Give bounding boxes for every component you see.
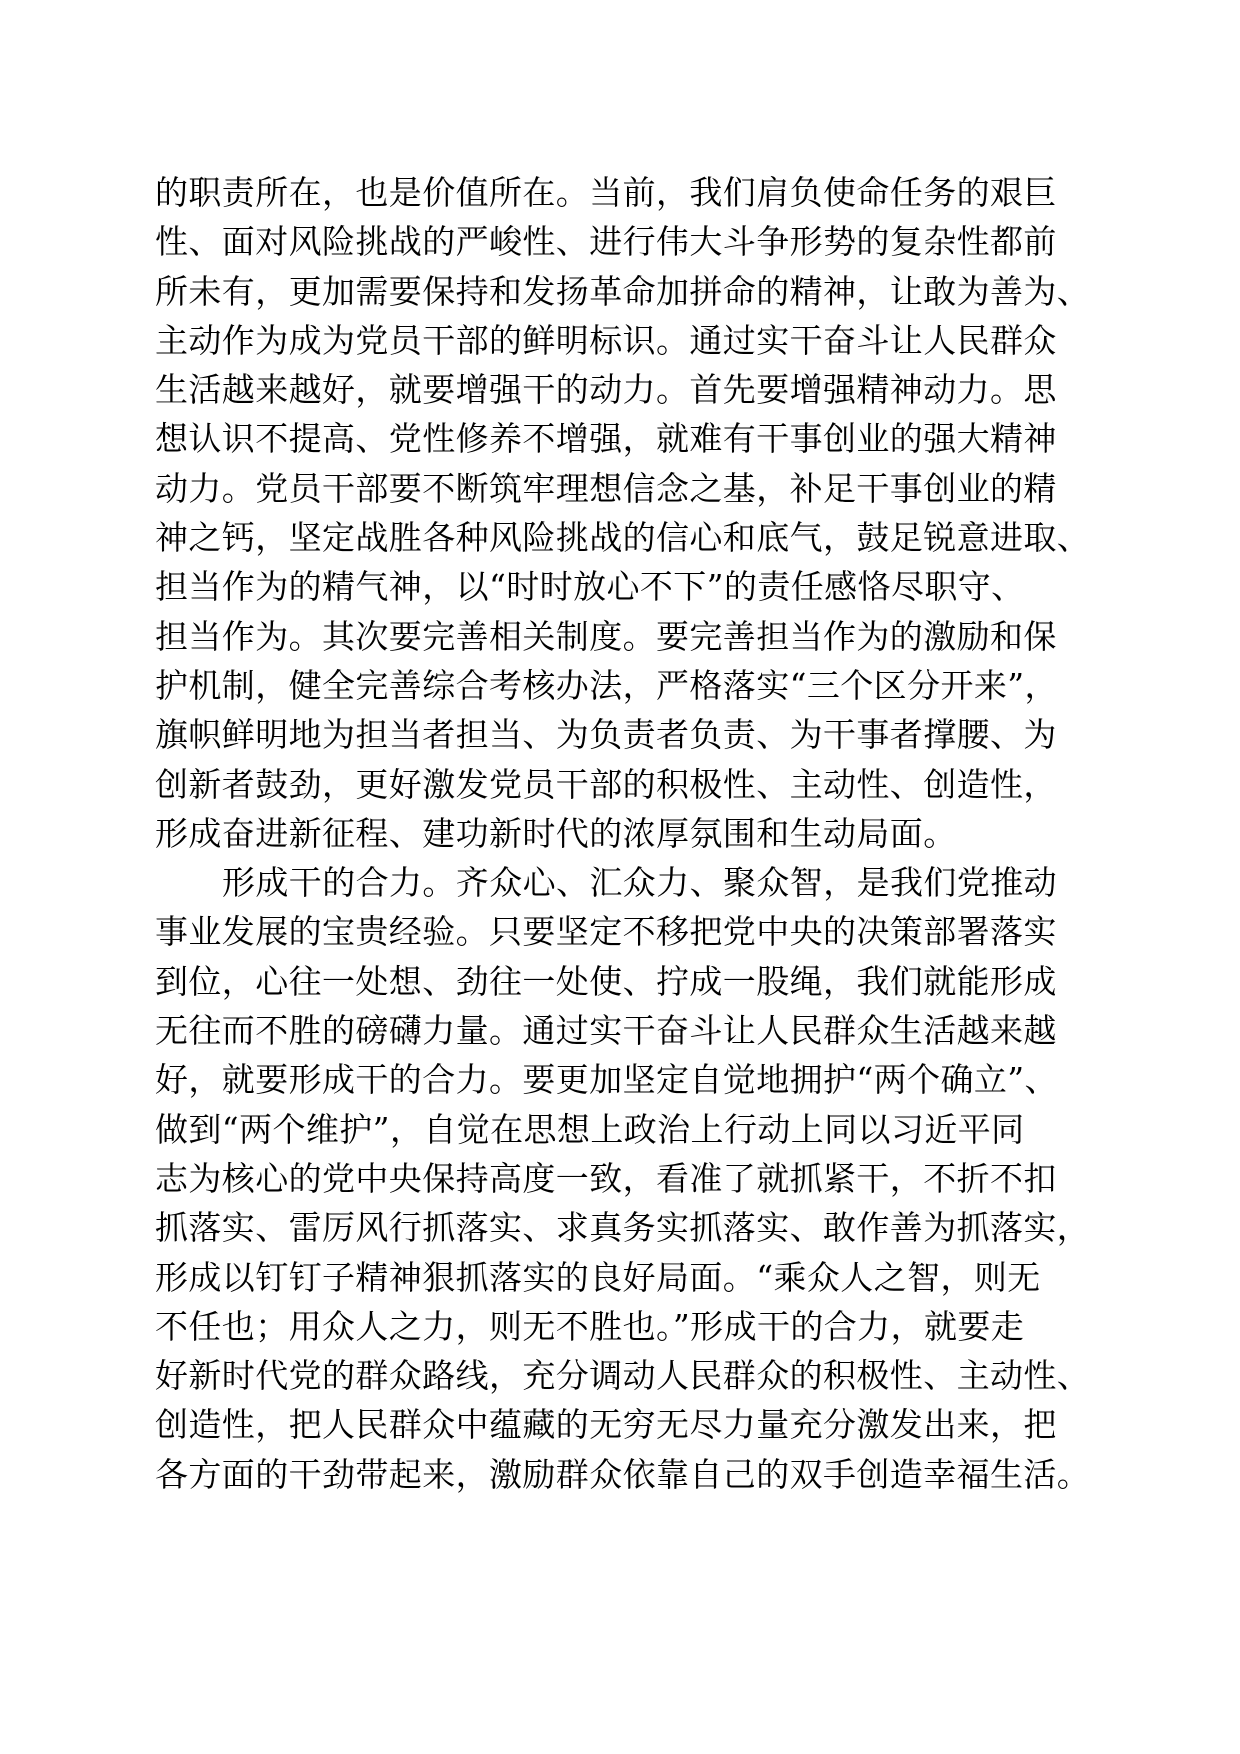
text-line: 护机制，健全完善综合考核办法，严格落实“三个区分开来”，: [155, 665, 1058, 705]
text-line: 主动作为成为党员干部的鲜明标识。通过实干奋斗让人民群众: [155, 320, 1057, 360]
text-line: 到位，心往一处想、劲往一处使、拧成一股绳，我们就能形成: [155, 961, 1057, 1001]
text-line: 担当作为。其次要完善相关制度。要完善担当作为的激励和保: [155, 616, 1057, 656]
text-line: 不任也；用众人之力，则无不胜也。”形成干的合力，就要走: [155, 1306, 1025, 1346]
text-line: 担当作为的精气神，以“时时放心不下”的责任感恪尽职守、: [155, 567, 1025, 607]
text-line: 创新者鼓劲，更好激发党员干部的积极性、主动性、创造性，: [155, 764, 1057, 804]
text-line: 好，就要形成干的合力。要更加坚定自觉地拥护“两个确立”、: [155, 1060, 1058, 1100]
text-line: 形成以钉钉子精神狠抓落实的良好局面。“乘众人之智，则无: [155, 1257, 1041, 1297]
text-line: 的职责所在，也是价值所在。当前，我们肩负使命任务的艰巨: [155, 173, 1057, 212]
text-line-indented: 形成干的合力。齐众心、汇众力、聚众智，是我们党推动: [222, 863, 1057, 903]
paragraph-2: [155, 858, 1100, 1499]
text-line: 所未有，更加需要保持和发扬革命加拼命的精神，让敢为善为、: [155, 271, 1091, 311]
text-line: 志为核心的党中央保持高度一致，看准了就抓紧干，不折不扣: [155, 1158, 1057, 1198]
text-line: 事业发展的宝贵经验。只要坚定不移把党中央的决策部署落实: [155, 912, 1057, 952]
text-line: 想认识不提高、党性修养不增强，就难有干事创业的强大精神: [155, 419, 1057, 459]
text-line: 形成奋进新征程、建功新时代的浓厚氛围和生动局面。: [155, 813, 957, 853]
text-line: 创造性，把人民群众中蕴藏的无穷无尽力量充分激发出来，把: [155, 1405, 1057, 1445]
text-line: 做到“两个维护”，自觉在思想上政治上行动上同以习近平同: [155, 1109, 1025, 1149]
text-line: 旗帜鲜明地为担当者担当、为负责者负责、为干事者撑腰、为: [155, 715, 1057, 755]
text-line: 生活越来越好，就要增强干的动力。首先要增强精神动力。思: [155, 370, 1057, 410]
document-body: [155, 168, 1100, 1499]
text-line: 好新时代党的群众路线，充分调动人民群众的积极性、主动性、: [155, 1356, 1091, 1396]
text-line: 神之钙，坚定战胜各种风险挑战的信心和底气，鼓足锐意进取、: [155, 518, 1091, 558]
text-line: 动力。党员干部要不断筑牢理想信念之基，补足干事创业的精: [155, 468, 1057, 508]
text-line: 无往而不胜的磅礴力量。通过实干奋斗让人民群众生活越来越: [155, 1011, 1057, 1051]
paragraph-1: [155, 168, 1100, 858]
text-line: 抓落实、雷厉风行抓落实、求真务实抓落实、敢作善为抓落实，: [155, 1208, 1091, 1248]
text-line: 各方面的干劲带起来，激励群众依靠自己的双手创造幸福生活。: [155, 1454, 1091, 1494]
text-line: 性、面对风险挑战的严峻性、进行伟大斗争形势的复杂性都前: [155, 222, 1057, 262]
